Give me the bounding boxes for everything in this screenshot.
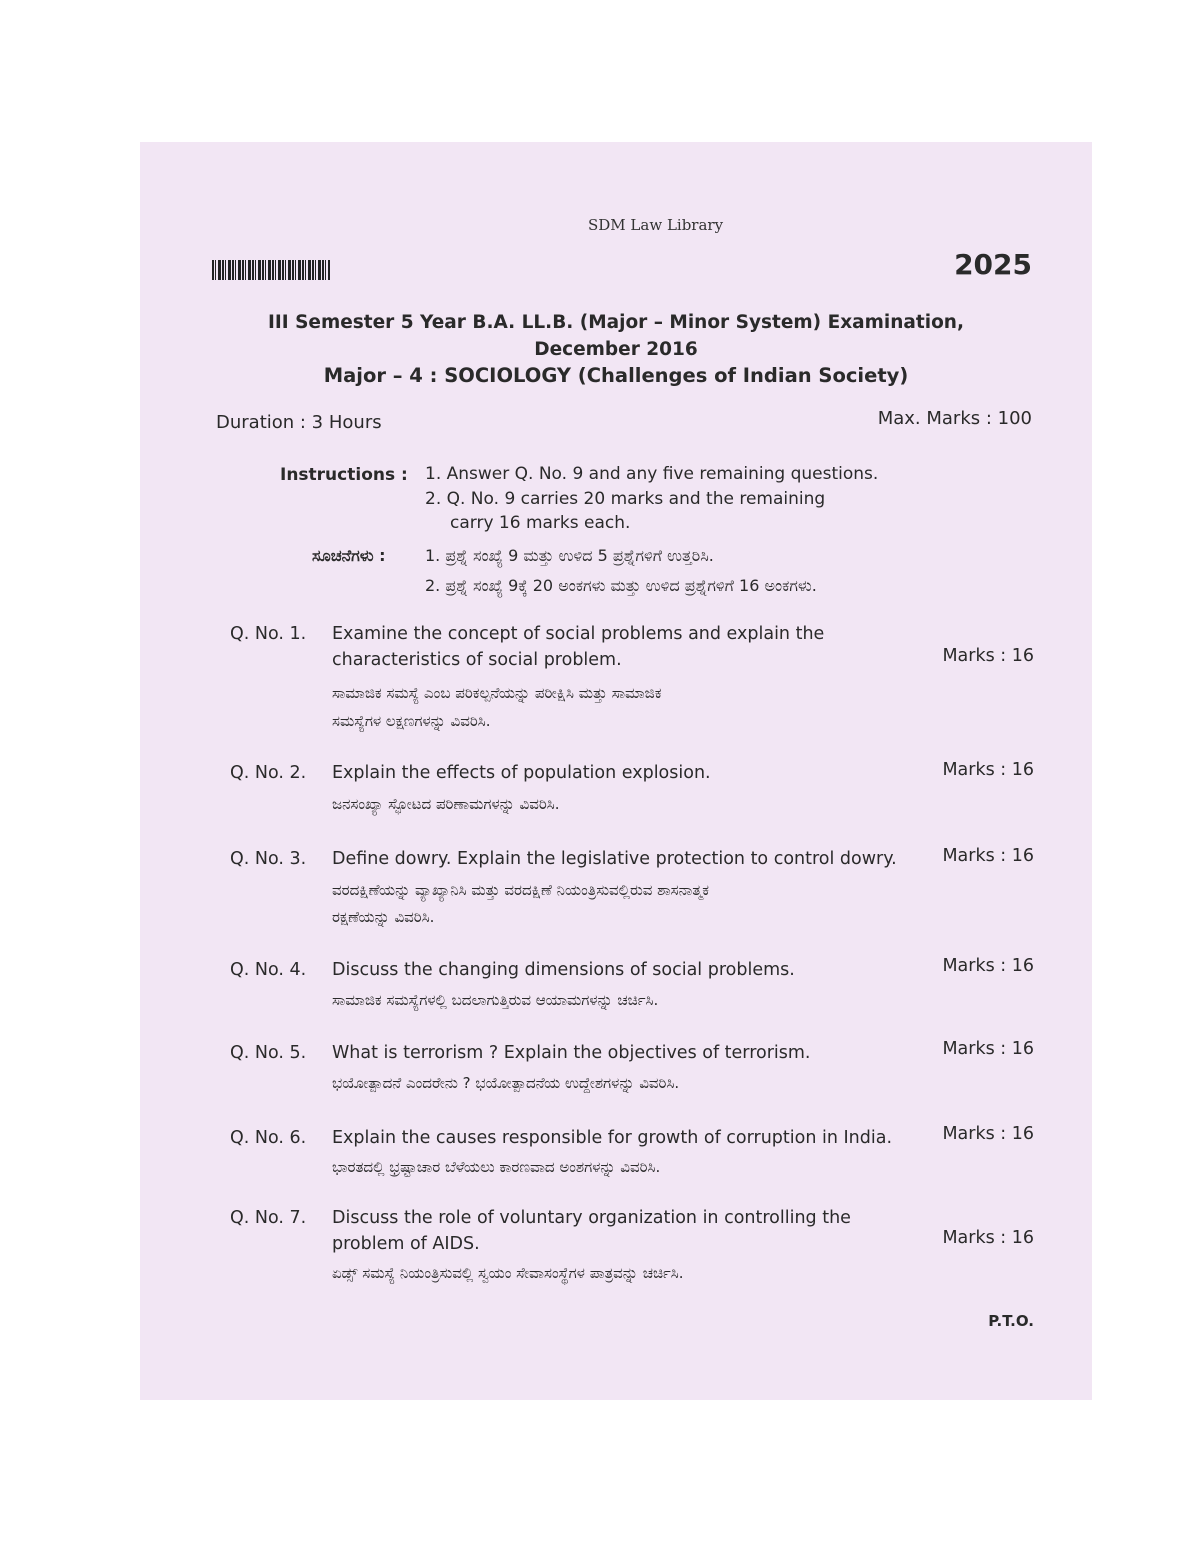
question-text-cont: characteristics of social problem.: [332, 650, 622, 670]
paper-code: 2025: [954, 248, 1032, 281]
question-number: Q. No. 3.: [230, 849, 307, 869]
question-text-kannada: ಸಾಮಾಜಿಕ ಸಮಸ್ಯೆ ಎಂಬ ಪರಿಕಲ್ಪನೆಯನ್ನು ಪರೀಕ್ಷಿಸಿ ಮತ್ತು ಸಾಮಾಜಿಕ: [332, 684, 662, 702]
question-marks: Marks : 16: [942, 1039, 1034, 1059]
question-text: What is terrorism ? Explain the objectives of terrorism.: [332, 1043, 811, 1063]
exam-title-line3: Major – 4 : SOCIOLOGY (Challenges of Indian Society): [323, 364, 909, 387]
please-turn-over: P.T.O.: [988, 1312, 1034, 1330]
question-text: Define dowry. Explain the legislative protection to control dowry.: [332, 849, 897, 869]
question-text: Discuss the role of voluntary organization in controlling the: [332, 1208, 851, 1228]
question-text-kannada: ಭಯೋತ್ಪಾದನೆ ಎಂದರೇನು ? ಭಯೋತ್ಪಾದನೆಯ ಉದ್ದೇಶಗಳನ್ನು ವಿವರಿಸಿ.: [332, 1074, 680, 1092]
question-text-kannada: ಸಾಮಾಜಿಕ ಸಮಸ್ಯೆಗಳಲ್ಲಿ ಬದಲಾಗುತ್ತಿರುವ ಆಯಾಮಗಳನ್ನು ಚರ್ಚಿಸಿ.: [332, 991, 659, 1009]
instruction-1: 1. Answer Q. No. 9 and any five remaining questions.: [425, 464, 879, 484]
question-text-kannada: ಜನಸಂಖ್ಯಾ ಸ್ಫೋಟದ ಪರಿಣಾಮಗಳನ್ನು ವಿವರಿಸಿ.: [332, 795, 560, 813]
question-text: Explain the causes responsible for growth of corruption in India.: [332, 1128, 893, 1148]
question-text: Discuss the changing dimensions of social problems.: [332, 960, 795, 980]
instructions-label: Instructions :: [280, 465, 408, 485]
question-number: Q. No. 2.: [230, 763, 307, 783]
max-marks: Max. Marks : 100: [877, 408, 1032, 429]
duration: Duration : 3 Hours: [216, 412, 382, 433]
question-text-kannada: ಏಡ್ಸ್ ಸಮಸ್ಯೆ ನಿಯಂತ್ರಿಸುವಲ್ಲಿ ಸ್ವಯಂ ಸೇವಾಸಂಸ್ಥೆಗಳ ಪಾತ್ರವನ್ನು ಚರ್ಚಿಸಿ.: [332, 1264, 684, 1282]
instruction-2: 2. Q. No. 9 carries 20 marks and the remaining: [425, 489, 826, 509]
exam-title-line2: December 2016: [534, 339, 698, 360]
question-marks: Marks : 16: [942, 646, 1034, 666]
question-number: Q. No. 4.: [230, 960, 307, 980]
question-number: Q. No. 6.: [230, 1128, 307, 1148]
question-number: Q. No. 5.: [230, 1043, 307, 1063]
question-text-kannada-cont: ರಕ್ಷಣೆಯನ್ನು ವಿವರಿಸಿ.: [332, 908, 435, 926]
question-text: Examine the concept of social problems and explain the: [332, 624, 825, 644]
kannada-instruction-1: 1. ಪ್ರಶ್ನೆ ಸಂಖ್ಯೆ 9 ಮತ್ತು ಉಳಿದ 5 ಪ್ರಶ್ನೆಗಳಿಗೆ ಉತ್ತರಿಸಿ.: [425, 546, 714, 565]
question-number: Q. No. 7.: [230, 1208, 307, 1228]
question-text: Explain the effects of population explosion.: [332, 763, 711, 783]
barcode: [212, 260, 330, 280]
library-header: SDM Law Library: [588, 216, 724, 234]
question-marks: Marks : 16: [942, 956, 1034, 976]
question-text-cont: problem of AIDS.: [332, 1234, 480, 1254]
instruction-2-cont: carry 16 marks each.: [450, 513, 631, 533]
question-text-kannada: ಭಾರತದಲ್ಲಿ ಭ್ರಷ್ಟಾಚಾರ ಬೆಳೆಯಲು ಕಾರಣವಾದ ಅಂಶಗಳನ್ನು ವಿವರಿಸಿ.: [332, 1158, 661, 1176]
question-text-kannada-cont: ಸಮಸ್ಯೆಗಳ ಲಕ್ಷಣಗಳನ್ನು ವಿವರಿಸಿ.: [332, 712, 491, 730]
question-marks: Marks : 16: [942, 846, 1034, 866]
kannada-instruction-2: 2. ಪ್ರಶ್ನೆ ಸಂಖ್ಯೆ 9ಕ್ಕೆ 20 ಅಂಕಗಳು ಮತ್ತು ಉಳಿದ ಪ್ರಶ್ನೆಗಳಿಗೆ 16 ಅಂಕಗಳು.: [425, 576, 817, 595]
kannada-instructions-label: ಸೂಚನೆಗಳು :: [312, 546, 386, 565]
question-marks: Marks : 16: [942, 760, 1034, 780]
exam-title-line1: III Semester 5 Year B.A. LL.B. (Major – Minor System) Examination,: [267, 312, 965, 333]
question-marks: Marks : 16: [942, 1228, 1034, 1248]
question-marks: Marks : 16: [942, 1124, 1034, 1144]
question-text-kannada: ವರದಕ್ಷಿಣೆಯನ್ನು ವ್ಯಾಖ್ಯಾನಿಸಿ ಮತ್ತು ವರದಕ್ಷಿಣೆ ನಿಯಂತ್ರಿಸುವಲ್ಲಿರುವ ಶಾಸನಾತ್ಮಕ: [332, 881, 709, 899]
question-number: Q. No. 1.: [230, 624, 307, 644]
